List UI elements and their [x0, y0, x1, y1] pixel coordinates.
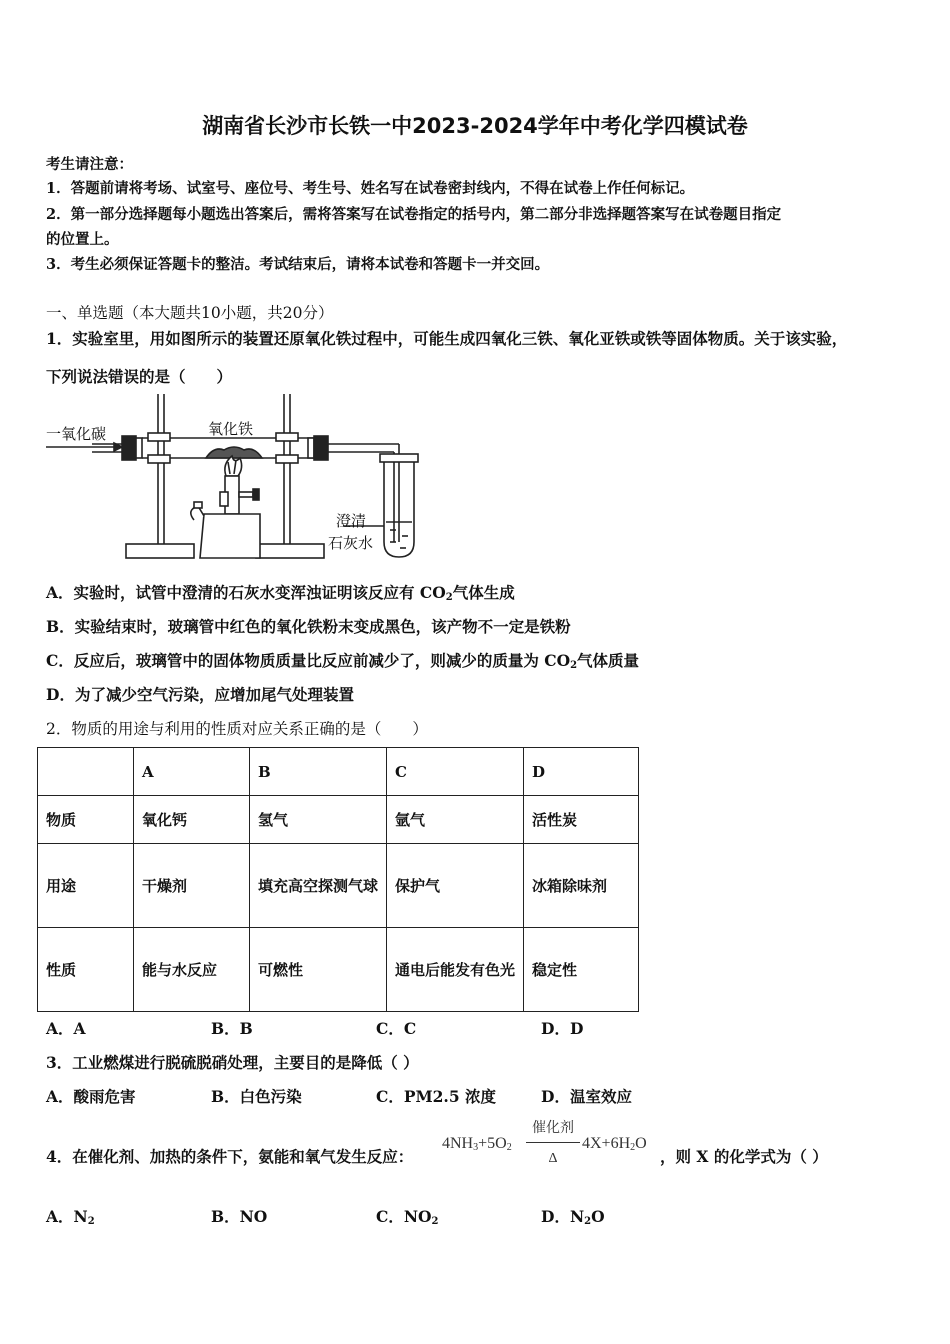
co-label: 一氧化碳	[46, 425, 107, 443]
q2-option-d: D．D	[541, 1019, 584, 1038]
table-cell: 保护气	[387, 844, 524, 928]
table-header-cell: B	[250, 748, 387, 796]
notice-item-1: 1．答题前请将考场、试室号、座位号、考生号、姓名写在试卷密封线内，不得在试卷上作任何标记。	[46, 180, 695, 197]
q3-option-a: A．酸雨危害	[46, 1087, 136, 1106]
section-heading: 一、单选题（本大题共10小题，共20分）	[46, 304, 334, 322]
q4-option-d: D．$N_2O$	[541, 1207, 605, 1227]
q1-stem-line1: 1．实验室里，用如图所示的装置还原氧化铁过程中，可能生成四氧化三铁、氧化亚铁或铁等固体物质。关于该实验，	[46, 329, 848, 348]
table-header-cell: A	[134, 748, 250, 796]
q3-option-c: C．PM2.5 浓度	[376, 1087, 497, 1106]
table-cell: 活性炭	[524, 796, 639, 844]
q2-option-c: C．C	[376, 1019, 417, 1038]
table-cell: 冰箱除味剂	[524, 844, 639, 928]
table-cell: 通电后能发有色光	[387, 928, 524, 1012]
limewater-label-1: 澄清	[336, 512, 367, 530]
q4-equation-left: $4NH_3+5O_2$	[442, 1135, 512, 1153]
q4-option-c: C．$NO_2$	[376, 1207, 439, 1227]
notice-item-2-cont: 的位置上。	[46, 231, 119, 248]
table-cell: 可燃性	[250, 928, 387, 1012]
q4-stem-post: ，则 X 的化学式为（ ）	[660, 1147, 828, 1166]
table-cell: 能与水反应	[134, 928, 250, 1012]
q3-option-d: D．温室效应	[541, 1087, 632, 1106]
q4-equation-right: $4X+6H_2O$	[582, 1135, 647, 1153]
table-cell: 用途	[38, 844, 134, 928]
q3-stem: 3．工业燃煤进行脱硫脱硝处理，主要目的是降低（ ）	[46, 1053, 419, 1072]
table-header-cell	[38, 748, 134, 796]
limewater-label-2: 石灰水	[328, 534, 374, 552]
table-cell: 氧化钙	[134, 796, 250, 844]
q1-option-c: C．反应后，玻璃管中的固体物质质量比反应前减少了，则减少的质量为 $CO_2$气体质量	[46, 651, 640, 671]
table-cell: 填充高空探测气球	[250, 844, 387, 928]
q4-option-b: B．NO	[211, 1207, 268, 1226]
table-cell: 氢气	[250, 796, 387, 844]
q1-stem-line2: 下列说法错误的是（ ）	[46, 367, 233, 386]
q2-option-a: A．A	[46, 1019, 86, 1038]
table-header-cell: D	[524, 748, 639, 796]
q4-option-a: A．$N_2$	[46, 1207, 95, 1227]
q4-stem-pre: 4．在催化剂、加热的条件下，氨能和氧气发生反应：	[46, 1147, 414, 1166]
notice-heading: 考生请注意：	[46, 156, 133, 173]
q4-equation-catalyst: 催化剂	[532, 1120, 574, 1136]
table-cell: 干燥剂	[134, 844, 250, 928]
table-cell: 氩气	[387, 796, 524, 844]
apparatus-figure	[44, 392, 444, 564]
notice-item-2: 2．第一部分选择题每小题选出答案后，需将答案写在试卷指定的括号内，第二部分非选择题答案写在试卷题目指定	[46, 206, 782, 223]
notice-item-3: 3．考生必须保证答题卡的整洁。考试结束后，请将本试卷和答题卡一并交回。	[46, 256, 550, 273]
q4-equation-heat: Δ	[548, 1151, 558, 1166]
q3-option-b: B．白色污染	[211, 1087, 302, 1106]
q1-option-b: B．实验结束时，玻璃管中红色的氧化铁粉末变成黑色，该产物不一定是铁粉	[46, 617, 571, 636]
q1-option-d: D．为了减少空气污染，应增加尾气处理装置	[46, 685, 354, 704]
q2-table	[37, 747, 639, 1012]
table-cell: 物质	[38, 796, 134, 844]
fe2o3-label: 氧化铁	[208, 420, 254, 438]
q4-equation-bar	[526, 1142, 580, 1143]
page-title: 湖南省长沙市长铁一中2023-2024学年中考化学四模试卷	[202, 114, 748, 138]
table-header-cell: C	[387, 748, 524, 796]
q1-option-a: A．实验时，试管中澄清的石灰水变浑浊证明该反应有 $CO_2$气体生成	[46, 583, 515, 603]
table-cell: 稳定性	[524, 928, 639, 1012]
q2-stem: 2．物质的用途与利用的性质对应关系正确的是（ ）	[46, 720, 428, 738]
table-cell: 性质	[38, 928, 134, 1012]
q2-option-b: B．B	[211, 1019, 253, 1038]
